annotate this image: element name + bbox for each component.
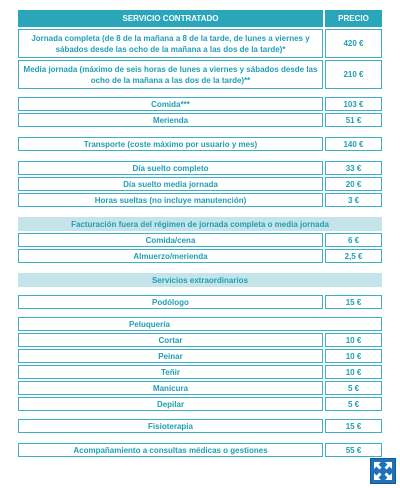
service-name: Peinar	[18, 349, 323, 363]
service-name: Teñir	[18, 365, 323, 379]
service-name: Manicura	[18, 381, 323, 395]
service-price: 3 €	[325, 193, 382, 207]
service-column-header: SERVICIO CONTRATADO	[18, 10, 323, 27]
section-band	[18, 217, 384, 233]
service-price: 5 €	[325, 397, 382, 411]
table-row	[18, 381, 384, 397]
service-name: Media jornada (máximo de seis horas de lunes a viernes y sábados desde las ocho de la mañana a las dos de la tarde)**	[18, 60, 323, 89]
table-row	[18, 365, 384, 381]
expand-arrows-icon[interactable]	[370, 458, 396, 484]
service-price: 51 €	[325, 113, 382, 127]
service-name: Horas sueltas (no incluye manutención)	[18, 193, 323, 207]
service-price: 55 €	[325, 443, 382, 457]
service-name: Depilar	[18, 397, 323, 411]
service-price: 10 €	[325, 365, 382, 379]
service-price: 210 €	[325, 60, 382, 89]
table-row	[18, 333, 384, 349]
service-name: Jornada completa (de 8 de la mañana a 8 de la tarde, de lunes a viernes y sábados desde las ocho de la mañana a las dos de la tarde)*	[18, 29, 323, 58]
service-name: Comida/cena	[18, 233, 323, 247]
service-name: Día suelto completo	[18, 161, 323, 175]
table-row	[18, 349, 384, 365]
table-row	[18, 29, 384, 60]
table-row	[18, 249, 384, 265]
extra-services-band-title: Servicios extraordinarios	[18, 273, 382, 287]
service-name: Fisioterapia	[18, 419, 323, 433]
service-price: 103 €	[325, 97, 382, 111]
service-name: Almuerzo/merienda	[18, 249, 323, 263]
table-row	[18, 419, 384, 435]
table-row	[18, 443, 384, 459]
service-name: Cortar	[18, 333, 323, 347]
service-price: 33 €	[325, 161, 382, 175]
service-name: Transporte (coste máximo por usuario y mes)	[18, 137, 323, 151]
table-row	[18, 295, 384, 311]
service-price: 20 €	[325, 177, 382, 191]
table-row	[18, 113, 384, 129]
service-price: 15 €	[325, 419, 382, 433]
table-header	[18, 10, 384, 29]
peluqueria-header-row	[18, 317, 384, 333]
service-price: 140 €	[325, 137, 382, 151]
service-name: Podólogo	[18, 295, 323, 309]
table-row	[18, 161, 384, 177]
table-row	[18, 60, 384, 91]
price-table	[18, 10, 384, 459]
service-price: 15 €	[325, 295, 382, 309]
peluqueria-title: Peluquería	[18, 317, 382, 331]
table-row	[18, 177, 384, 193]
table-row	[18, 193, 384, 209]
service-name: Merienda	[18, 113, 323, 127]
service-name: Día suelto media jornada	[18, 177, 323, 191]
service-price: 6 €	[325, 233, 382, 247]
billing-band-title: Facturación fuera del régimen de jornada completa o media jornada	[18, 217, 382, 231]
service-price: 5 €	[325, 381, 382, 395]
service-price: 420 €	[325, 29, 382, 58]
table-row	[18, 137, 384, 153]
service-price: 10 €	[325, 333, 382, 347]
service-price: 2,5 €	[325, 249, 382, 263]
table-row	[18, 397, 384, 413]
service-price: 10 €	[325, 349, 382, 363]
service-name: Comida***	[18, 97, 323, 111]
section-band	[18, 273, 384, 289]
table-row	[18, 233, 384, 249]
table-row	[18, 97, 384, 113]
price-column-header: PRECIO	[325, 10, 382, 27]
service-name: Acompañamiento a consultas médicas o gestiones	[18, 443, 323, 457]
